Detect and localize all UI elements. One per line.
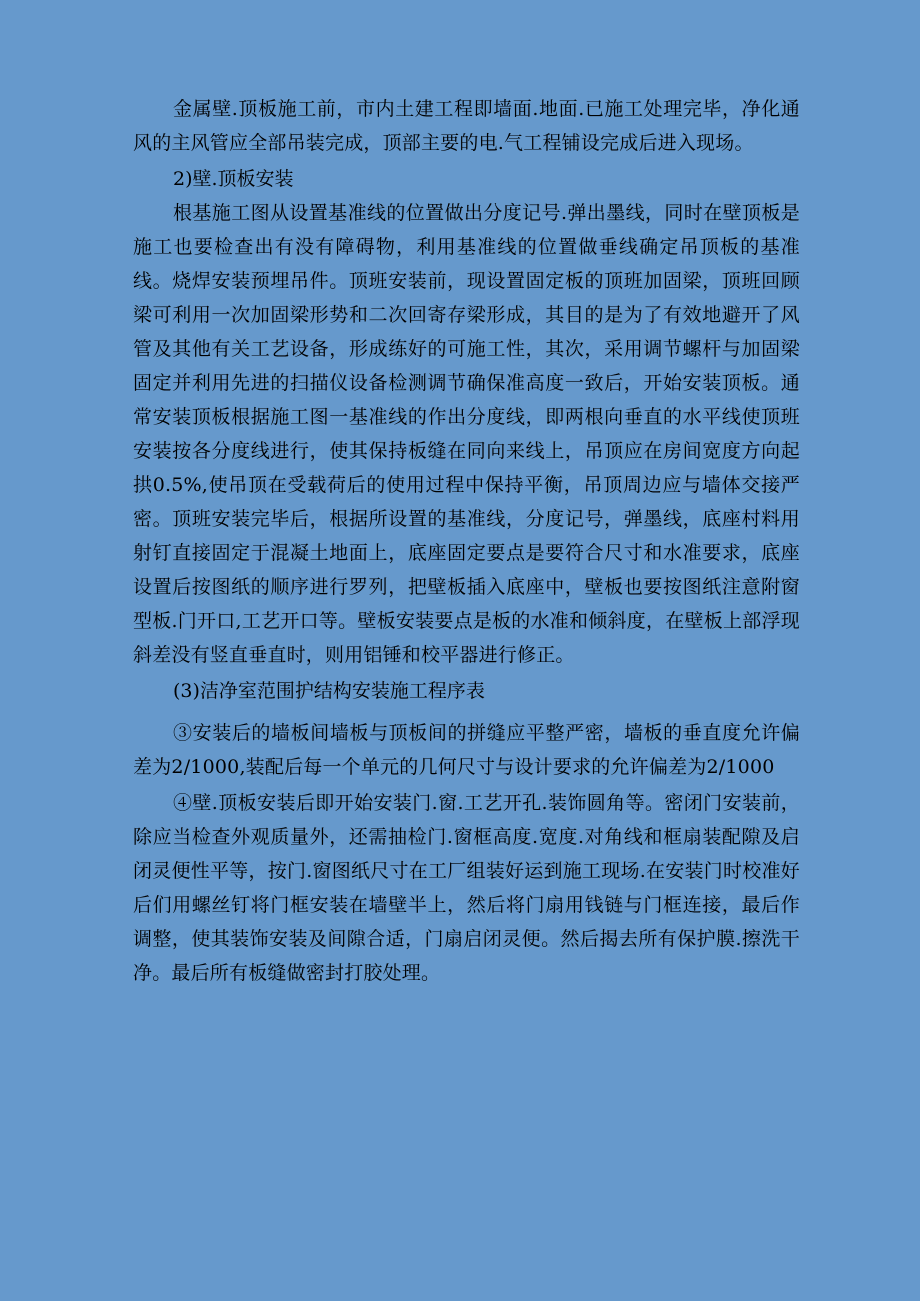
paragraph-tolerance: ③安装后的墙板间墙板与顶板间的拼缝应平整严密，墙板的垂直度允许偏差为2/1000,装配后每一个单元的几何尺寸与设计要求的允许偏差为2/1000 xyxy=(133,722,800,778)
document-body xyxy=(133,92,800,990)
section-heading-cleanroom-enclosure: (3)洁净室范围护结构安装施工程序表 xyxy=(173,680,485,702)
paragraph-door-window-install: ④壁.顶板安装后即开始安装门.窗.工艺开孔.装饰圆角等。密闭门安装前，除应当检查外观质量外，还需抽检门.窗框高度.宽度.对角线和框扇装配隙及启闭灵便性平等，按门.窗图纸尺寸在工厂组装好运到施工现场.在安装门时校准好后们用螺丝钉将门框安装在墙壁半上，然后将门扇用钱链与门框连接，最后作调整，使其装饰安装及间隙合适，门扇启闭灵便。然后揭去所有保护膜.擦洗干净。最后所有板缝做密封打胶处理。 xyxy=(133,792,800,984)
section-heading-wall-ceiling-install: 2)壁.顶板安装 xyxy=(173,168,294,190)
paragraph-wall-ceiling-install: 根基施工图从设置基准线的位置做出分度记号.弹出墨线，同时在壁顶板是施工也要检查出有没有障碍物，利用基准线的位置做垂线确定吊顶板的基准线。烧焊安装预埋吊件。顶班安装前，现设置固定板的顶班加固梁，顶班回顾梁可利用一次加固梁形势和二次回寄存梁形成，其目的是为了有效地避开了风管及其他有关工艺设备，形成练好的可施工性，其次，采用调节螺杆与加固梁固定并利用先进的扫描仪设备检测调节确保准高度一致后，开始安装顶板。通常安装顶板根据施工图一基准线的作出分度线，即两根向垂直的水平线使顶班安装按各分度线进行，使其保持板缝在同向来线上，吊顶应在房间宽度方向起拱0.5%,使吊顶在受载荷后的使用过程中保持平衡，吊顶周边应与墙体交接严密。顶班安装完毕后，根据所设置的基准线，分度记号，弹墨线，底座村料用射钉直接固定于混凝土地面上，底座固定要点是要符合尺寸和水准要求，底座设置后按图纸的顺序进行罗列，把壁板插入底座中，壁板也要按图纸注意附窗型板.门开口,工艺开口等。壁板安装要点是板的水准和倾斜度，在壁板上部浮现斜差没有竖直垂直时，则用铝锤和校平器进行修正。 xyxy=(133,202,800,666)
paragraph-intro: 金属壁.顶板施工前，市内土建工程即墙面.地面.已施工处理完毕，净化通风的主风管应全部吊装完成，顶部主要的电.气工程铺设完成后进入现场。 xyxy=(133,98,800,154)
